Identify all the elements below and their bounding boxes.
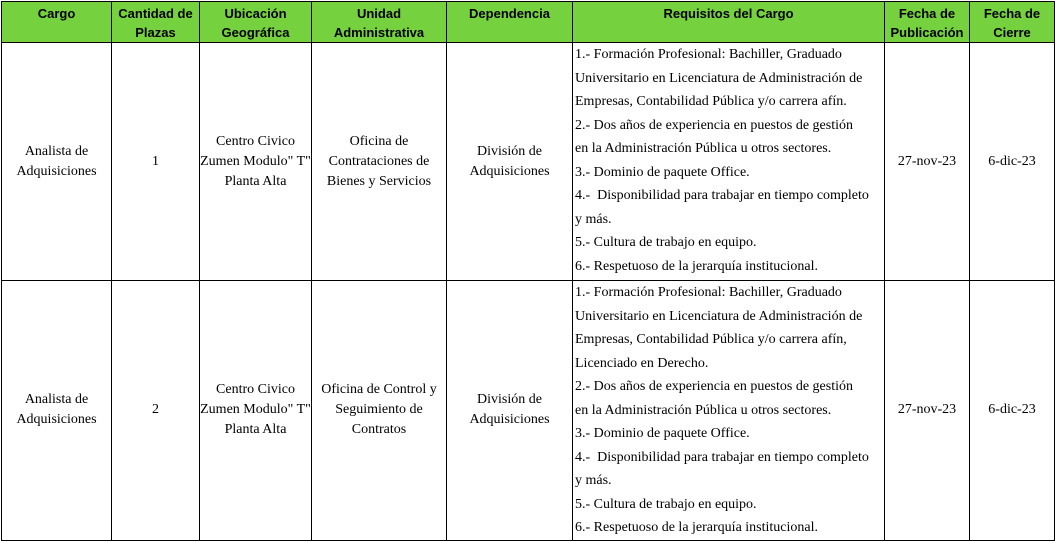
cell-requisitos: [573, 281, 885, 541]
requisito-line: 4.- Disponibilidad para trabajar en tiempo completo: [575, 449, 869, 465]
cell-fecha-cierre: 6-dic-23: [970, 281, 1055, 541]
cell-dependencia: División de Adquisiciones: [447, 281, 573, 541]
requisito-line: 5.- Cultura de trabajo en equipo.: [575, 235, 757, 250]
requisito-line: 1.- Formación Profesional: Bachiller, Graduado: [575, 285, 842, 300]
requisito-line: 4.- Disponibilidad para trabajar en tiempo completo: [575, 188, 869, 203]
job-postings-table: [1, 1, 1055, 541]
requisito-line: 6.- Respetuoso de la jerarquía institucional.: [575, 258, 818, 274]
table-row: [2, 281, 1055, 541]
requisito-line: y más.: [575, 211, 612, 227]
header-cargo: Cargo: [2, 2, 112, 43]
header-dependencia: Dependencia: [447, 2, 573, 43]
requisito-line: 3.- Dominio de paquete Office.: [575, 426, 750, 441]
requisito-line: 5.- Cultura de trabajo en equipo.: [575, 496, 757, 512]
header-unidad: Unidad Administrativa: [312, 2, 447, 43]
cell-fecha-cierre: 6-dic-23: [970, 43, 1055, 281]
requisito-line: 3.- Dominio de paquete Office.: [575, 164, 750, 180]
header-fecha-publicacion: Fecha de Publicación: [885, 2, 970, 43]
header-fecha-cierre: Fecha de Cierre: [970, 2, 1055, 43]
cell-cargo: Analista de Adquisiciones: [2, 43, 112, 281]
cell-plazas: 2: [112, 281, 200, 541]
requisito-line: 2.- Dos años de experiencia en puestos de gestión: [575, 379, 853, 394]
requisito-line: Empresas, Contabilidad Pública y/o carrera afín,: [575, 332, 847, 347]
cell-ubicacion: Centro Civico Zumen Modulo" T" Planta Alta: [200, 43, 312, 281]
requisito-line: en la Administración Pública u otros sectores.: [575, 402, 832, 418]
cell-requisitos: [573, 43, 885, 281]
requisito-line: Empresas, Contabilidad Pública y/o carrera afín.: [575, 94, 847, 109]
requisito-line: en la Administración Pública u otros sectores.: [575, 141, 832, 156]
cell-unidad: Oficina de Contrataciones de Bienes y Servicios: [312, 43, 447, 281]
header-cantidad-plazas: Cantidad de Plazas: [112, 2, 200, 43]
cell-dependencia: División de Adquisiciones: [447, 43, 573, 281]
header-row: [2, 2, 1055, 43]
cell-plazas: 1: [112, 43, 200, 281]
requisito-line: Licenciado en Derecho.: [575, 355, 709, 371]
table-row: [2, 43, 1055, 281]
requisito-line: Universitario en Licenciatura de Administración de: [575, 70, 863, 86]
requisito-line: y más.: [575, 473, 612, 488]
cell-ubicacion: Centro Civico Zumen Modulo" T" Planta Alta: [200, 281, 312, 541]
requisito-line: 1.- Formación Profesional: Bachiller, Graduado: [575, 47, 842, 62]
header-requisitos: Requisitos del Cargo: [573, 2, 885, 43]
header-ubicacion: Ubicación Geográfica: [200, 2, 312, 43]
cell-unidad: Oficina de Control y Seguimiento de Contratos: [312, 281, 447, 541]
requisito-line: Universitario en Licenciatura de Administración de: [575, 308, 863, 324]
requisito-line: 6.- Respetuoso de la jerarquía institucional.: [575, 520, 818, 535]
requisito-line: 2.- Dos años de experiencia en puestos de gestión: [575, 117, 853, 133]
cell-fecha-publicacion: 27-nov-23: [885, 281, 970, 541]
cell-cargo: Analista de Adquisiciones: [2, 281, 112, 541]
cell-fecha-publicacion: 27-nov-23: [885, 43, 970, 281]
